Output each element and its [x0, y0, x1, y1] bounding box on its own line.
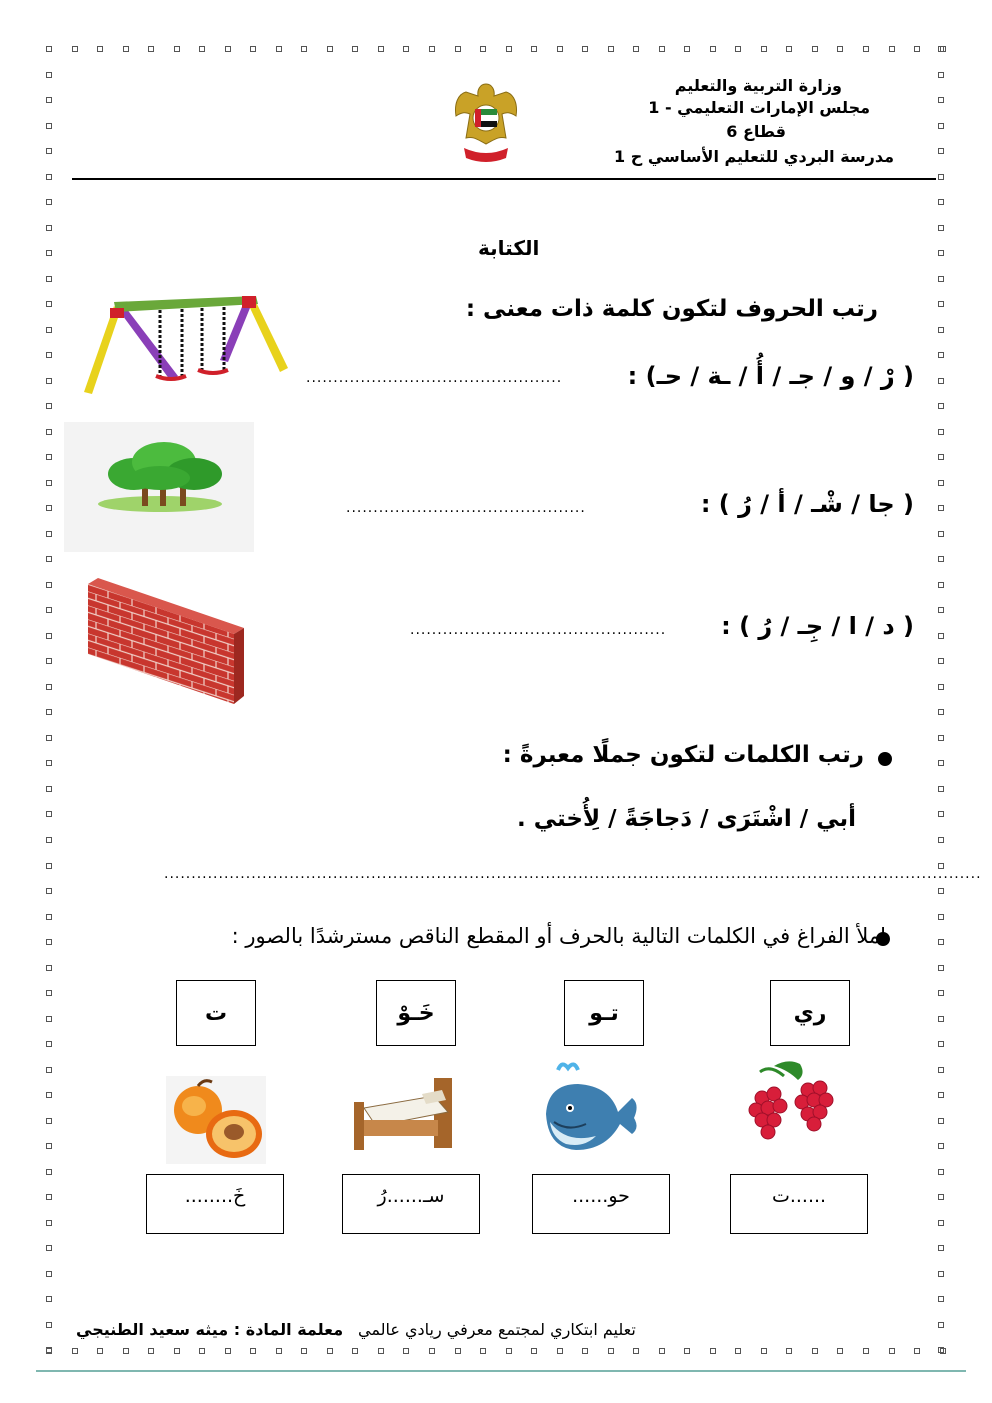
- border-square: [429, 46, 435, 52]
- answer-text: خَ........: [184, 1185, 246, 1207]
- border-square: [761, 46, 767, 52]
- answer-line-1[interactable]: ...............................................: [306, 370, 563, 386]
- section2-answer-line[interactable]: ......................................................................................................................................................: [164, 866, 982, 882]
- border-square: [46, 888, 52, 894]
- border-square: [938, 1322, 944, 1328]
- border-square: [531, 1348, 537, 1354]
- border-square: [938, 760, 944, 766]
- border-square: [123, 1348, 129, 1354]
- border-square: [46, 1296, 52, 1302]
- border-square: [659, 46, 665, 52]
- border-square: [863, 1348, 869, 1354]
- border-square: [46, 199, 52, 205]
- border-square: [938, 684, 944, 690]
- border-square: [506, 1348, 512, 1354]
- border-square: [378, 1348, 384, 1354]
- choice-box[interactable]: [770, 980, 850, 1046]
- border-square: [97, 46, 103, 52]
- border-square: [46, 939, 52, 945]
- border-square: [46, 914, 52, 920]
- border-square: [889, 1348, 895, 1354]
- border-square: [46, 1169, 52, 1175]
- choice-box[interactable]: [564, 980, 644, 1046]
- choice-text: تـو: [589, 1000, 619, 1026]
- header-ministry: وزارة التربية والتعليم: [674, 76, 842, 95]
- border-square: [938, 888, 944, 894]
- border-square: [786, 1348, 792, 1354]
- border-square: [46, 352, 52, 358]
- border-square: [174, 1348, 180, 1354]
- border-square: [46, 531, 52, 537]
- border-square: [938, 72, 944, 78]
- border-square: [938, 990, 944, 996]
- border-square: [46, 684, 52, 690]
- border-square: [684, 1348, 690, 1354]
- border-square: [938, 965, 944, 971]
- swing-image: [78, 284, 290, 412]
- border-square: [914, 46, 920, 52]
- border-square: [938, 352, 944, 358]
- border-square: [327, 1348, 333, 1354]
- border-square: [148, 46, 154, 52]
- border-square: [46, 123, 52, 129]
- brick-wall-image: [84, 576, 244, 706]
- border-square: [123, 46, 129, 52]
- border-square: [938, 250, 944, 256]
- border-square: [837, 1348, 843, 1354]
- border-square: [46, 811, 52, 817]
- header-sector: قطاع 6: [726, 122, 786, 141]
- border-square: [557, 1348, 563, 1354]
- border-square: [46, 735, 52, 741]
- border-square: [633, 1348, 639, 1354]
- answer-box[interactable]: [146, 1174, 284, 1234]
- answer-line-3[interactable]: ...............................................: [410, 622, 667, 638]
- border-square: [938, 225, 944, 231]
- footer-slogan: تعليم ابتكاري لمجتمع معرفي ريادي عالمي: [358, 1320, 636, 1339]
- border-square: [46, 607, 52, 613]
- answer-text: حو......: [572, 1185, 630, 1207]
- border-square: [46, 1245, 52, 1251]
- border-bottom: [46, 1348, 946, 1354]
- border-square: [46, 1322, 52, 1328]
- border-square: [786, 46, 792, 52]
- header-school: مدرسة البردي للتعليم الأساسي ح 1: [614, 147, 894, 166]
- question-3-letters: ( د / ا / جِـ / رُ ) :: [721, 612, 914, 640]
- border-square: [684, 46, 690, 52]
- footer-rule: [36, 1370, 966, 1372]
- border-square: [46, 1092, 52, 1098]
- border-square: [46, 46, 52, 52]
- border-square: [46, 505, 52, 511]
- border-square: [46, 760, 52, 766]
- border-square: [46, 1220, 52, 1226]
- border-square: [46, 148, 52, 154]
- border-square: [938, 1041, 944, 1047]
- border-square: [812, 46, 818, 52]
- border-square: [46, 633, 52, 639]
- border-square: [199, 1348, 205, 1354]
- border-square: [46, 990, 52, 996]
- border-square: [46, 658, 52, 664]
- border-square: [46, 965, 52, 971]
- border-square: [327, 46, 333, 52]
- section2-words: أبي / اشْتَرَى / دَجاجَةً / لِأُختي .: [517, 806, 856, 832]
- border-square: [938, 46, 944, 52]
- border-square: [46, 276, 52, 282]
- border-square: [352, 1348, 358, 1354]
- border-square: [938, 327, 944, 333]
- border-square: [276, 1348, 282, 1354]
- border-square: [480, 1348, 486, 1354]
- question-1-letters: ( رْ / و / جـ / أُ / ـة / حـ) :: [627, 362, 914, 390]
- border-square: [46, 786, 52, 792]
- border-square: [46, 327, 52, 333]
- border-square: [938, 454, 944, 460]
- border-square: [938, 1296, 944, 1302]
- border-square: [633, 46, 639, 52]
- border-square: [938, 658, 944, 664]
- border-square: [938, 123, 944, 129]
- border-right: [938, 46, 944, 1354]
- border-square: [378, 46, 384, 52]
- border-square: [938, 276, 944, 282]
- border-square: [938, 199, 944, 205]
- border-square: [225, 46, 231, 52]
- border-square: [938, 1016, 944, 1022]
- border-square: [455, 1348, 461, 1354]
- border-square: [938, 914, 944, 920]
- border-square: [46, 1118, 52, 1124]
- answer-box[interactable]: [342, 1174, 480, 1234]
- peach-image: [166, 1076, 266, 1164]
- border-square: [250, 46, 256, 52]
- border-square: [863, 46, 869, 52]
- border-square: [582, 1348, 588, 1354]
- border-square: [938, 174, 944, 180]
- border-square: [46, 480, 52, 486]
- border-square: [938, 939, 944, 945]
- answer-text: سـ......رُ: [377, 1185, 445, 1207]
- choice-box[interactable]: [176, 980, 256, 1046]
- border-square: [46, 837, 52, 843]
- bullet-icon: [878, 752, 892, 766]
- border-square: [938, 429, 944, 435]
- border-square: [582, 46, 588, 52]
- border-square: [938, 582, 944, 588]
- border-square: [72, 1348, 78, 1354]
- border-square: [46, 582, 52, 588]
- border-square: [46, 174, 52, 180]
- border-square: [938, 148, 944, 154]
- border-square: [46, 225, 52, 231]
- border-square: [938, 1067, 944, 1073]
- border-square: [938, 837, 944, 843]
- border-square: [250, 1348, 256, 1354]
- border-square: [938, 480, 944, 486]
- border-square: [938, 735, 944, 741]
- border-square: [506, 46, 512, 52]
- header-council: مجلس الإمارات التعليمي - 1: [648, 98, 870, 117]
- choice-box[interactable]: [376, 980, 456, 1046]
- border-square: [938, 505, 944, 511]
- border-square: [914, 1348, 920, 1354]
- border-square: [72, 46, 78, 52]
- border-square: [46, 250, 52, 256]
- border-square: [889, 46, 895, 52]
- border-square: [837, 46, 843, 52]
- choice-text: خَـوْ: [397, 1000, 435, 1026]
- border-square: [46, 1271, 52, 1277]
- border-square: [938, 607, 944, 613]
- border-square: [938, 301, 944, 307]
- border-top: [46, 46, 946, 52]
- border-square: [352, 46, 358, 52]
- border-square: [710, 1348, 716, 1354]
- section1-instruction: رتب الحروف لتكون كلمة ذات معنى :: [465, 296, 878, 322]
- border-square: [659, 1348, 665, 1354]
- border-square: [46, 1016, 52, 1022]
- border-square: [812, 1348, 818, 1354]
- border-square: [46, 1194, 52, 1200]
- border-square: [455, 46, 461, 52]
- border-square: [938, 1118, 944, 1124]
- border-square: [403, 1348, 409, 1354]
- whale-image: [536, 1058, 646, 1164]
- border-square: [608, 1348, 614, 1354]
- border-square: [301, 46, 307, 52]
- border-square: [46, 709, 52, 715]
- border-square: [608, 46, 614, 52]
- border-square: [46, 863, 52, 869]
- border-square: [46, 301, 52, 307]
- border-square: [938, 97, 944, 103]
- border-square: [174, 46, 180, 52]
- border-square: [938, 1194, 944, 1200]
- border-square: [46, 97, 52, 103]
- section3-instruction: املأ الفراغ في الكلمات التالية بالحرف أو المقطع الناقص مسترشدًا بالصور :: [231, 924, 886, 948]
- border-square: [938, 1169, 944, 1175]
- header-divider: [72, 178, 936, 180]
- border-square: [735, 1348, 741, 1354]
- choice-text: ري: [793, 1000, 827, 1026]
- border-square: [46, 1347, 52, 1353]
- border-square: [531, 46, 537, 52]
- section2-instruction: رتب الكلمات لتكون جملًا معبرةً :: [502, 742, 864, 768]
- bed-image: [352, 1076, 456, 1152]
- border-square: [557, 46, 563, 52]
- border-square: [938, 556, 944, 562]
- border-square: [46, 1041, 52, 1047]
- choice-text: ت: [204, 1000, 228, 1026]
- page-title: الكتابة: [478, 236, 540, 260]
- border-square: [938, 633, 944, 639]
- border-square: [429, 1348, 435, 1354]
- border-square: [46, 403, 52, 409]
- border-square: [938, 811, 944, 817]
- border-left: [46, 46, 52, 1354]
- border-square: [938, 1143, 944, 1149]
- border-square: [735, 46, 741, 52]
- answer-box[interactable]: [730, 1174, 868, 1234]
- border-square: [46, 429, 52, 435]
- border-square: [46, 1143, 52, 1149]
- border-square: [46, 454, 52, 460]
- border-square: [403, 46, 409, 52]
- uae-emblem: [450, 78, 522, 168]
- raspberry-image: [744, 1058, 844, 1148]
- border-square: [46, 378, 52, 384]
- border-square: [938, 403, 944, 409]
- border-square: [301, 1348, 307, 1354]
- footer-teacher: معلمة المادة : ميثه سعيد الطنيجي: [76, 1320, 344, 1339]
- border-square: [938, 1092, 944, 1098]
- border-square: [938, 709, 944, 715]
- question-2-letters: ( جا / شْـ / أ / رُ ) :: [700, 490, 914, 518]
- border-square: [46, 1067, 52, 1073]
- border-square: [938, 378, 944, 384]
- border-square: [46, 556, 52, 562]
- answer-box[interactable]: [532, 1174, 670, 1234]
- border-square: [938, 1271, 944, 1277]
- border-square: [938, 1220, 944, 1226]
- border-square: [938, 531, 944, 537]
- border-square: [710, 46, 716, 52]
- border-square: [225, 1348, 231, 1354]
- border-square: [97, 1348, 103, 1354]
- tree-image: [64, 422, 254, 552]
- border-square: [761, 1348, 767, 1354]
- border-square: [938, 786, 944, 792]
- border-square: [938, 1347, 944, 1353]
- border-square: [199, 46, 205, 52]
- answer-line-2[interactable]: ............................................: [346, 500, 586, 516]
- border-square: [938, 1245, 944, 1251]
- border-square: [480, 46, 486, 52]
- border-square: [148, 1348, 154, 1354]
- border-square: [46, 72, 52, 78]
- answer-text: ......ت: [771, 1185, 827, 1207]
- border-square: [276, 46, 282, 52]
